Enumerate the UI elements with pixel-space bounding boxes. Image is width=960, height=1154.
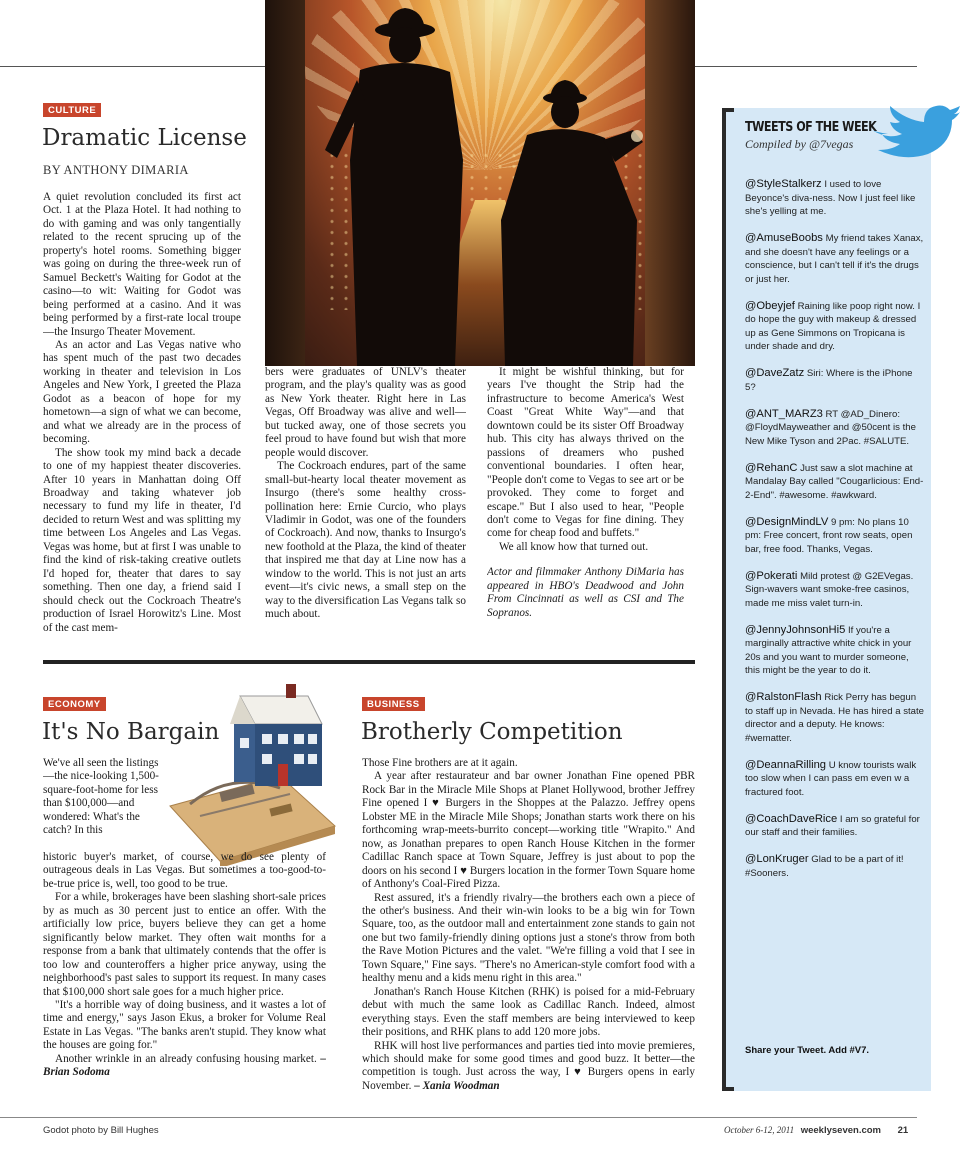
economy-lead <box>43 757 166 851</box>
tweet-handle[interactable]: @AmuseBoobs <box>745 232 823 244</box>
tweet-item <box>745 691 925 745</box>
tweet-handle[interactable]: @Pokerati <box>745 569 798 582</box>
paragraph: We all know how that turned out. <box>499 540 649 553</box>
tweet-text: RT @AD_Dinero: @FloydMayweather and @50cent is the New Mike Tyson and 2Pac. #SALUTE. <box>745 408 916 447</box>
tweet-item <box>745 624 925 678</box>
tweets-subtitle: Compiled by @7vegas <box>745 137 854 151</box>
footer-info <box>724 1125 908 1136</box>
tweet-item <box>745 367 925 394</box>
tweet-item <box>745 300 925 354</box>
business-signature: – Xania Woodman <box>414 1079 500 1092</box>
economy-headline: It's No Bargain <box>42 719 220 745</box>
paragraph: bers were graduates of UNLV's theater program, and the play's quality was as good as New York theater. Right here in Las Vegas, Off Broadway was alive and well—but tucked away, one of those secrets you feel proud to have found but wish that more people would discover. <box>265 366 466 459</box>
tweet-handle[interactable]: @ANT_MARZ3 <box>745 407 823 420</box>
tweet-handle[interactable]: @Obeyjef <box>745 299 795 312</box>
business-headline: Brotherly Competition <box>361 719 623 745</box>
paragraph: "It's a horrible way of doing business, and it wastes a lot of time and energy," says Jason Ekus, a broker for Volume Real Estate in Las Vegas. "The banks aren't stupid. They know what the houses are going for." <box>43 998 326 1052</box>
economy-column <box>43 851 326 1101</box>
culture-column-1 <box>43 191 241 641</box>
tweets-list <box>745 178 925 894</box>
tweet-item <box>745 853 925 880</box>
paragraph: We've all seen the listings—the nice-looking 1,500-square-foot-home for less than $100,000—and wondered: What's the catch? In this <box>43 757 159 837</box>
paragraph <box>43 1053 326 1080</box>
tweet-handle[interactable]: @DaveZatz <box>745 367 805 379</box>
photo-credit: Godot photo by Bill Hughes <box>43 1125 159 1136</box>
economy-signature: – Brian Sodoma <box>43 1052 326 1079</box>
tweet-handle[interactable]: @JennyJohnsonHi5 <box>745 623 846 636</box>
tweet-text: Just saw a slot machine at Mandalay Bay called "Cougarlicious: End-2-End". #awesome. #awkward. <box>745 462 924 501</box>
tweet-text: Glad to be a part of it! #Sooners. <box>745 854 904 879</box>
tweets-footer: Share your Tweet. Add #V7. <box>745 1045 870 1056</box>
tweet-text: If you're a marginally attractive white chick in your 20s and you want to murder someone, this might be the year to do it. <box>745 624 912 676</box>
tweet-text: Raining like poop right now. I do hope the guy with makeup & dressed up as Gene Simmons on Tropicana is under shade and dry. <box>745 300 921 352</box>
tweet-handle[interactable]: @StyleStalkerz <box>745 178 822 190</box>
top-rule-right <box>695 66 917 67</box>
tweet-item <box>745 813 925 840</box>
culture-tag: CULTURE <box>43 103 101 117</box>
house-mousetrap-illustration <box>160 676 340 866</box>
tweet-item <box>745 408 925 449</box>
footer-rule <box>0 1117 917 1118</box>
tweet-text: I am so grateful for our staff and their families. <box>745 813 920 838</box>
paragraph: Those Fine brothers are at it again. <box>362 757 518 769</box>
tweet-text: 9 pm: No plans 10 pm: Free concert, front row seats, open bar, free food. Thanks, Vegas. <box>745 516 913 555</box>
paragraph: historic buyer's market, of course, we do see plenty of outrageous deals in Las Vegas. But sometimes a too-good-to-be-true price is, well, too good to be true. <box>43 851 326 890</box>
tweet-item <box>745 462 925 503</box>
site-name: weeklyseven.com <box>800 1125 881 1136</box>
tweet-item <box>745 759 925 800</box>
issue-date: October 6-12, 2011 <box>724 1125 795 1135</box>
tweet-item <box>745 516 925 557</box>
paragraph-text: RHK will host live performances and parties tied into movie premieres, which should make for some good times and good buzz. It better—the competition is tough. Just across the way, I ♥ Burgers opens in early November. <box>362 1039 695 1092</box>
tweet-text: Mild protest @ G2EVegas. Sign-wavers want smoke-free casinos, made me miss valet turn-in. <box>745 570 914 609</box>
paragraph: The show took my mind back a decade to one of my happiest theater discoveries. After 10 years in Manhattan doing Off Broadway and taking whatever job necessary to fund my life in theater, I'd decided to return West and was splitting my time between Los Angeles and Las Vegas. Vegas was home, but at first I was unable to find the kind of risk-taking creative outlets I'd hoped for, theater that dares to say something. Then one day, a friend said I should check out the Cockroach Theatre's production of Israel Horowitz's Line. Most of the cast mem- <box>43 446 241 634</box>
culture-headline: Dramatic License <box>42 125 247 151</box>
culture-column-3 <box>487 366 684 646</box>
godot-photo <box>265 0 695 366</box>
paragraph: A year after restaurateur and bar owner Jonathan Fine opened PBR Rock Bar in the Miracle Mile Shops at Planet Hollywood, brother Jeffrey Fine opened I ♥ Burgers in the Shoppes at the Palazzo. Jeffrey opens Lobster ME in the Miracle Mile Shops; Jonathan starts work there on his forthcoming wrap-meets-burrito concept—working title "Wrapito." And now, as Jonathan prepares to open Ranch House Kitchen in the former Cadillac Ranch space at Town Square, Jeffrey is just about to pop the doors on his second I ♥ Burgers location in the former Town Square home of Anthony's Coal-Fired Pizza. <box>362 770 695 891</box>
tweet-item <box>745 178 925 219</box>
paragraph: For a while, brokerages have been slashing short-sale prices by as much as 30 percent just to entice an offer. With the artificially low price, buyers believe they can get a home significantly below market. They often wait months for a response from a bank that ultimately contends that the offer is too low and counteroffers a higher price anyway, using the neighborhood's past sales to support its request. In many cases that $100,000 short sale goes for a much higher price. <box>43 891 326 998</box>
business-tag: BUSINESS <box>362 697 425 711</box>
tweet-handle[interactable]: @LonKruger <box>745 853 809 865</box>
tweet-text: I used to love Beyonce's diva-ness. Now I just feel like she's yelling at me. <box>745 179 916 217</box>
tweet-handle[interactable]: @RehanC <box>745 461 798 474</box>
economy-tag: ECONOMY <box>43 697 106 711</box>
section-divider <box>43 660 695 664</box>
paragraph <box>362 1040 695 1094</box>
tweets-title: TWEETS OF THE WEEK <box>745 120 877 135</box>
tweet-handle[interactable]: @RalstonFlash <box>745 691 822 703</box>
tweet-text: Rick Perry has begun to staff up in Nevada. He has hired a state director and a deputy. He knows: #wematter. <box>745 692 925 744</box>
author-bio: Actor and filmmaker Anthony DiMaria has appeared in HBO's Deadwood and John From Cincinnati as well as CSI and The Sopranos. <box>487 566 684 619</box>
paragraph: As an actor and Las Vegas native who has spent much of the past two decades working in theater and television in Los Angeles and New York, I greeted the Plaza Godot as a beacon of hope for my hometown—a sign of what we can become, and what we already are in the process of becoming. <box>43 338 241 446</box>
culture-column-2 <box>265 366 466 641</box>
paragraph: A quiet revolution concluded its first act Oct. 1 at the Plaza Hotel. It had nothing to do with gaming and was only tangentially related to the recent sprucing up of the property's hotel rooms. Something bigger was going on during the three-week run of Samuel Beckett's Waiting for Godot at the casino—to wit: Waiting for Godot was being performed at a casino. And it was being performed by a first-rate local troupe—the Insurgo Theater Movement. <box>43 191 241 338</box>
twitter-bird-icon <box>868 100 960 160</box>
tweet-handle[interactable]: @DesignMindLV <box>745 515 829 528</box>
paragraph: Rest assured, it's a friendly rivalry—the brothers each own a piece of the other's business. And their win-win looks to be a big win for Town Square, too, as the outdoor mall and entertainment zone stands to gain not one but two family-friendly dining options just a stone's throw from both the Rave Motion Pictures and the valet. "We're filling a void that I see in Town Square," Fine says. "There's no American-style comfort food with a healthy menu and a kids menu right in this area." <box>362 891 695 985</box>
page-number: 21 <box>897 1125 909 1136</box>
paragraph: Jonathan's Ranch House Kitchen (RHK) is poised for a mid-February debut with much the same look as Cadillac Ranch. Indeed, almost everything stays. Even the staff members are being interviewed to keep their positions, and RHK plans to add 120 more jobs. <box>362 985 695 1039</box>
tweet-text: Siri: Where is the iPhone 5? <box>745 368 913 393</box>
business-column <box>362 757 695 1102</box>
tweet-handle[interactable]: @DeannaRilling <box>745 758 827 771</box>
culture-byline: BY ANTHONY DIMARIA <box>43 163 189 177</box>
paragraph: The Cockroach endures, part of the same small-but-hearty local theater movement as Insurgo (there's some healthy cross-pollination here: Ernie Curcio, who plays Vladimir in Godot, was one of the founders of Cockroach). And now, thanks to Insurgo's new foothold at the Plaza, the kind of theater that inspired me that day at Line now has a window to the world. This is not just an arts event—it's civic news, a small step on the way to the diversification Las Vegans talk so much about. <box>265 460 466 621</box>
tweet-item <box>745 570 925 611</box>
paragraph: It might be wishful thinking, but for years I've thought the Strip had the infrastructure to become America's West Coast "Great White Way"—and that downtown could be its sister Off Broadway hub. This city has always thrived on the passions of dreamers who pushed conventional boundaries. I often hear, "People don't come to Vegas to see art or be provoked. They come to forget and escape." But I also used to hear, "People don't come to Vegas for fine dining. They come for cheap food and buffets." <box>487 366 684 540</box>
paragraph-text: Another wrinkle in an already confusing housing market. <box>55 1052 317 1065</box>
tweet-text: My friend takes Xanax, and she doesn't have any feelings or a conscience, but I can't tell if it's the drugs or just her. <box>745 233 924 285</box>
tweet-item <box>745 232 925 286</box>
tweet-handle[interactable]: @CoachDaveRice <box>745 812 838 825</box>
top-rule-left <box>0 66 265 67</box>
tweet-text: U know tourists walk too slow when I can pass em even w a fractured foot. <box>745 759 917 798</box>
tweets-of-the-week-panel <box>722 108 931 1091</box>
